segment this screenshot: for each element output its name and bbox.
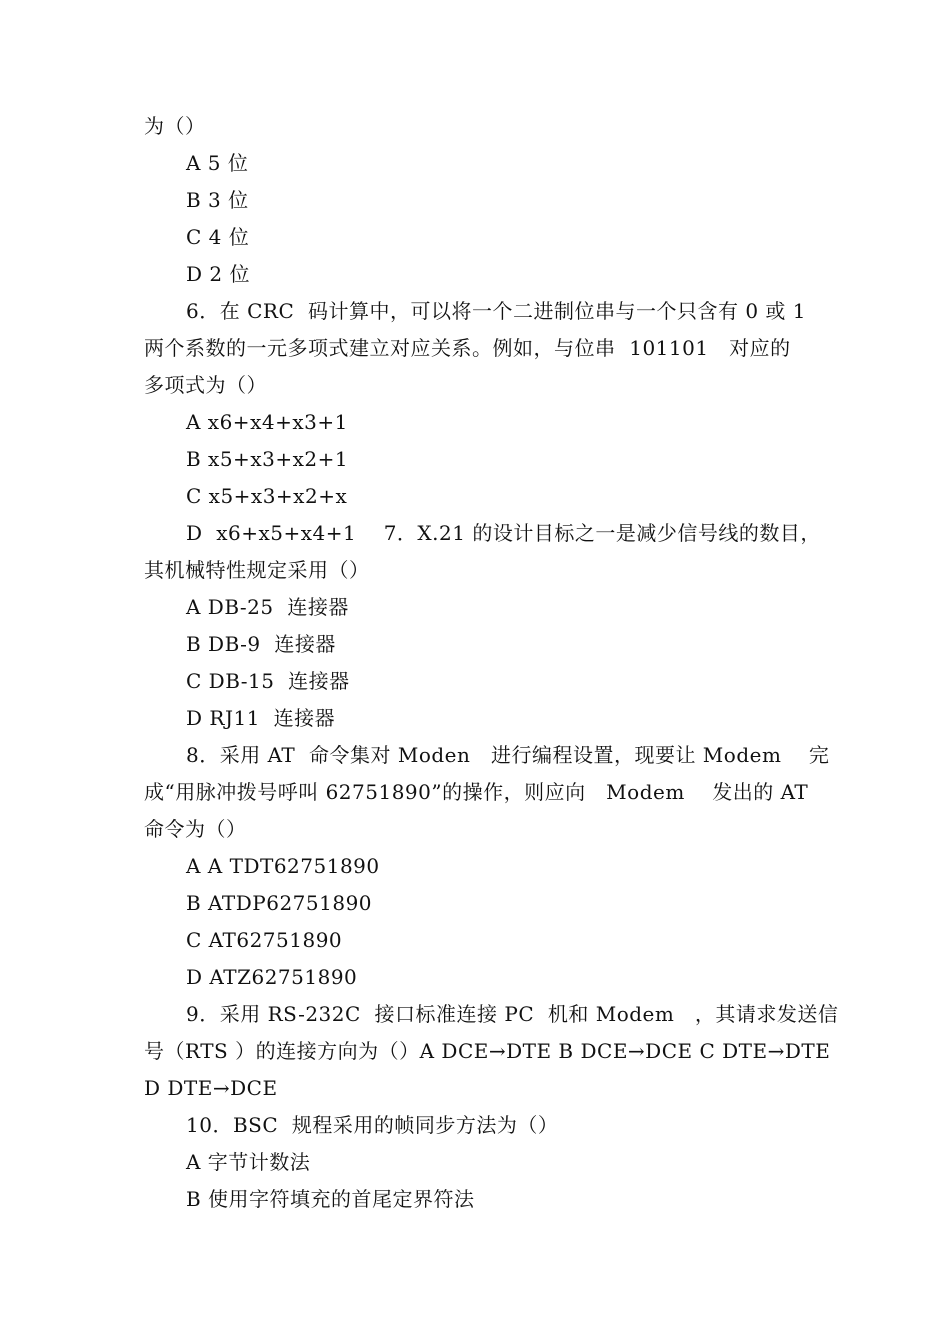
question-9-stem-line-2: 号（RTS ）的连接方向为（）A DCE→DTE B DCE→DCE C DTE→DTE (144, 1039, 831, 1063)
question-7-stem-line-2: 其机械特性规定采用（） (144, 558, 370, 582)
q6-option-c: C x5+x3+x2+x (186, 484, 348, 508)
question-8-stem-line-3: 命令为（） (144, 817, 247, 841)
question-10-stem: 10．BSC 规程采用的帧同步方法为（） (186, 1113, 559, 1137)
q7-option-a: A DB-25 连接器 (186, 595, 349, 619)
question-9-stem-line-1: 9．采用 RS-232C 接口标准连接 PC 机和 Modem ，其请求发送信 (186, 1002, 839, 1026)
q5-option-c: C 4 位 (186, 225, 250, 249)
q5-option-a: A 5 位 (186, 151, 249, 175)
q5-option-b: B 3 位 (186, 188, 249, 212)
q8-option-c: C AT62751890 (186, 928, 343, 952)
q8-option-a: A A TDT62751890 (186, 854, 380, 878)
q7-option-d: D RJ11 连接器 (186, 706, 336, 730)
q8-option-d: D ATZ62751890 (186, 965, 358, 989)
q6-option-b: B x5+x3+x2+1 (186, 447, 349, 471)
q5-option-d: D 2 位 (186, 262, 250, 286)
question-5-stem-end: 为（） (144, 114, 206, 138)
q6-option-d-and-question-7-stem: D x6+x5+x4+1 7．X.21 的设计目标之一是减少信号线的数目， (186, 521, 821, 545)
question-6-stem-line-2: 两个系数的一元多项式建立对应关系。例如，与位串 101101 对应的 (144, 336, 791, 360)
q9-option-d: D DTE→DCE (144, 1076, 278, 1100)
q10-option-a: A 字节计数法 (186, 1150, 311, 1174)
question-8-stem-line-1: 8．采用 AT 命令集对 Moden 进行编程设置，现要让 Modem 完 (186, 743, 830, 767)
q10-option-b: B 使用字符填充的首尾定界符法 (186, 1187, 475, 1211)
question-6-stem-line-3: 多项式为（） (144, 373, 267, 397)
question-8-stem-line-2: 成“用脉冲拨号呼叫 62751890”的操作，则应向 Modem 发出的 AT (144, 780, 809, 804)
q6-option-a: A x6+x4+x3+1 (186, 410, 348, 434)
q7-option-c: C DB-15 连接器 (186, 669, 350, 693)
q7-option-b: B DB-9 连接器 (186, 632, 336, 656)
q8-option-b: B ATDP62751890 (186, 891, 373, 915)
question-6-stem-line-1: 6．在 CRC 码计算中，可以将一个二进制位串与一个只含有 0 或 1 (186, 299, 806, 323)
